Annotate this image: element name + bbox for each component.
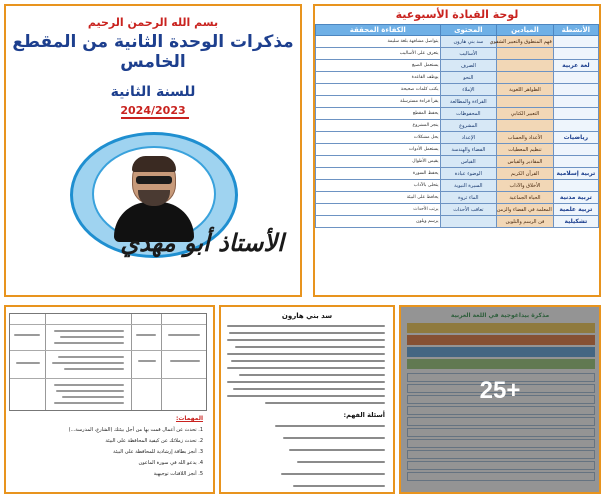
field-cell (497, 72, 554, 84)
text-line (54, 342, 124, 344)
question-line (289, 449, 385, 451)
comprehension-subtitle: أسئلة الفهم: (343, 411, 385, 419)
text-line (58, 356, 124, 358)
author-signature: الأستاذ أبو مهدي (120, 228, 284, 257)
competence-cell: يوظف القاعدة (316, 72, 441, 84)
field-cell: تنظيم المعطيات (497, 144, 554, 156)
header-fields: الميادين (497, 25, 554, 36)
text-line (265, 402, 385, 404)
task-item: 3. أنجز بطاقة إرشادية للمحافظة على البيئة (113, 449, 203, 455)
field-cell: المقادير والقياس (497, 156, 554, 168)
text-line (14, 334, 40, 336)
grid-row (10, 324, 206, 325)
text-line (62, 396, 124, 398)
text-line (229, 332, 385, 334)
field-cell (497, 96, 554, 108)
text-line (60, 336, 124, 338)
planning-sheet-page[interactable] (399, 305, 601, 494)
weekly-row (316, 60, 599, 72)
field-cell: فن الرسم والتلوين (497, 216, 554, 228)
text-line (227, 325, 385, 327)
weekly-row (316, 132, 599, 144)
text-line (54, 330, 124, 332)
weekly-row (316, 84, 599, 96)
question-line (281, 473, 385, 475)
activity-cell: تربية إسلامية (553, 168, 598, 180)
cover-level: للسنة الثانية (110, 84, 196, 100)
weekly-row (316, 144, 599, 156)
content-cell: القراءة والمطالعة (440, 96, 497, 108)
text-line (56, 390, 124, 392)
sunglasses-icon (136, 176, 172, 184)
weekly-row (316, 72, 599, 84)
text-line (170, 360, 200, 362)
question-line (275, 425, 385, 427)
reading-text-page[interactable] (219, 305, 395, 494)
content-cell: السيرة النبوية (440, 180, 497, 192)
competence-cell: يستعمل الأدوات (316, 144, 441, 156)
text-line (233, 388, 385, 390)
content-cell: النحو (440, 72, 497, 84)
grid-column (131, 314, 132, 410)
tasks-label: المهمات: (176, 415, 203, 422)
field-cell: فهم المنطوق والتعبير الشفوي (497, 36, 554, 48)
content-cell: المشروع (440, 120, 497, 132)
weekly-row (316, 180, 599, 192)
activity-cell (553, 72, 598, 84)
activity-cell: رياضيات (553, 132, 598, 144)
content-cell: الإملاء (440, 84, 497, 96)
competence-cell: يتحلى بالآداب (316, 180, 441, 192)
text-line (227, 381, 385, 383)
activity-cell (553, 108, 598, 120)
competence-cell: يحافظ على البيئة (316, 192, 441, 204)
lesson-sheet-page[interactable] (4, 305, 215, 494)
competence-cell: يكتب كلمات صحيحة (316, 84, 441, 96)
activity-cell (553, 36, 598, 48)
text-line (235, 346, 385, 348)
activity-cell (553, 84, 598, 96)
competence-cell: ينجز المشروع (316, 120, 441, 132)
weekly-row (316, 168, 599, 180)
activity-cell (553, 120, 598, 132)
field-cell: القرآن الكريم (497, 168, 554, 180)
task-item: 1. تحدث عن أعمال قمت بها من أجل بيئتك (الشارع، المدرسة...) (68, 427, 203, 433)
text-line (239, 374, 385, 376)
activity-cell: تربية علمية (553, 204, 598, 216)
cover-page[interactable] (4, 4, 302, 297)
weekly-row (316, 216, 599, 228)
competence-cell: يرسم ويلون (316, 216, 441, 228)
cover-year: 2024/2023 (120, 104, 186, 117)
field-cell: التعبير الكتابي (497, 108, 554, 120)
activity-cell (553, 48, 598, 60)
activity-cell (553, 156, 598, 168)
text-line (52, 362, 124, 364)
text-title: سد بني هارون (281, 312, 333, 320)
field-cell: الأعداد والحساب (497, 132, 554, 144)
text-line (227, 339, 385, 341)
content-cell: القياس (440, 156, 497, 168)
field-cell: المعلمة في الفضاء والزمن (497, 204, 554, 216)
text-line (227, 353, 385, 355)
task-item: 4. يدعو الله في سورة الماعون (138, 460, 203, 466)
more-images-count[interactable]: 25+ (479, 377, 521, 404)
activity-cell (553, 180, 598, 192)
weekly-row (316, 108, 599, 120)
weekly-row (316, 156, 599, 168)
field-cell: الظواهر اللغوية (497, 84, 554, 96)
activity-cell: تربية مدنية (553, 192, 598, 204)
basmala: بسم الله الرحمن الرحيم (87, 16, 219, 29)
activity-cell (553, 144, 598, 156)
competence-cell: يقرأ قراءة مسترسلة (316, 96, 441, 108)
grid-row (10, 378, 206, 379)
content-cell: الماء ثروة (440, 192, 497, 204)
competence-cell: يتعرف على الأساليب (316, 48, 441, 60)
year-underline (121, 117, 189, 119)
weekly-dashboard-page[interactable] (313, 4, 601, 297)
header-activities: الأنشطة (553, 25, 598, 36)
weekly-row (316, 36, 599, 48)
content-cell: الإعداد (440, 132, 497, 144)
question-line (283, 437, 385, 439)
task-item: 5. أنجز اللافتات توجيهية (153, 471, 203, 477)
text-line (138, 360, 156, 362)
competence-cell: يحل مشكلات (316, 132, 441, 144)
field-cell (497, 60, 554, 72)
weekly-row (316, 96, 599, 108)
competence-cell: يحفظ المقطع (316, 108, 441, 120)
competence-cell: يستعمل الصيغ (316, 60, 441, 72)
weekly-title: لوحة القيادة الأسبوعية (395, 8, 519, 21)
field-cell (497, 48, 554, 60)
grid-row (10, 350, 206, 351)
question-line (293, 485, 385, 487)
grid-column (45, 314, 46, 410)
text-line (54, 384, 124, 386)
weekly-row (316, 120, 599, 132)
header-content: المحتوى (440, 25, 497, 36)
text-line (227, 367, 385, 369)
grid-column (161, 314, 162, 410)
task-item: 2. تحدث زملائك عن كيفية المحافظة على البيئة (105, 438, 203, 444)
content-cell: الفضاء والهندسة (440, 144, 497, 156)
weekly-row (316, 48, 599, 60)
text-line (231, 360, 385, 362)
activity-cell (553, 96, 598, 108)
content-cell: المحفوظات (440, 108, 497, 120)
cover-title: مذكرات الوحدة الثانية من المقطع الخامس (12, 32, 294, 72)
competence-cell: يحفظ السورة (316, 168, 441, 180)
weekly-table (315, 24, 599, 228)
question-line (297, 461, 385, 463)
text-line (54, 402, 124, 404)
content-cell: الصرف (440, 60, 497, 72)
lesson-grid (9, 313, 207, 411)
competence-cell: يقيس الأطوال (316, 156, 441, 168)
content-cell: سد بني هارون (440, 36, 497, 48)
field-cell: الحياة الجماعية (497, 192, 554, 204)
text-line (168, 334, 200, 336)
field-cell: الأخلاق والآداب (497, 180, 554, 192)
text-line (16, 362, 40, 364)
competence-cell: يتواصل مشافهة بلغة سليمة (316, 36, 441, 48)
header-competence: الكفاءة المحققة (316, 25, 441, 36)
content-cell: الوضوء عبادة (440, 168, 497, 180)
weekly-row (316, 192, 599, 204)
text-line (227, 395, 385, 397)
activity-cell: تشكيلية (553, 216, 598, 228)
text-line (64, 368, 124, 370)
competence-cell: يرتب الأحداث (316, 204, 441, 216)
text-line (136, 334, 156, 336)
content-cell: الأساليب (440, 48, 497, 60)
activity-cell: لغة عربية (553, 60, 598, 72)
content-cell (440, 216, 497, 228)
content-cell: تعاقب الأحداث (440, 204, 497, 216)
field-cell (497, 120, 554, 132)
weekly-row (316, 204, 599, 216)
portrait-hair (132, 156, 176, 172)
